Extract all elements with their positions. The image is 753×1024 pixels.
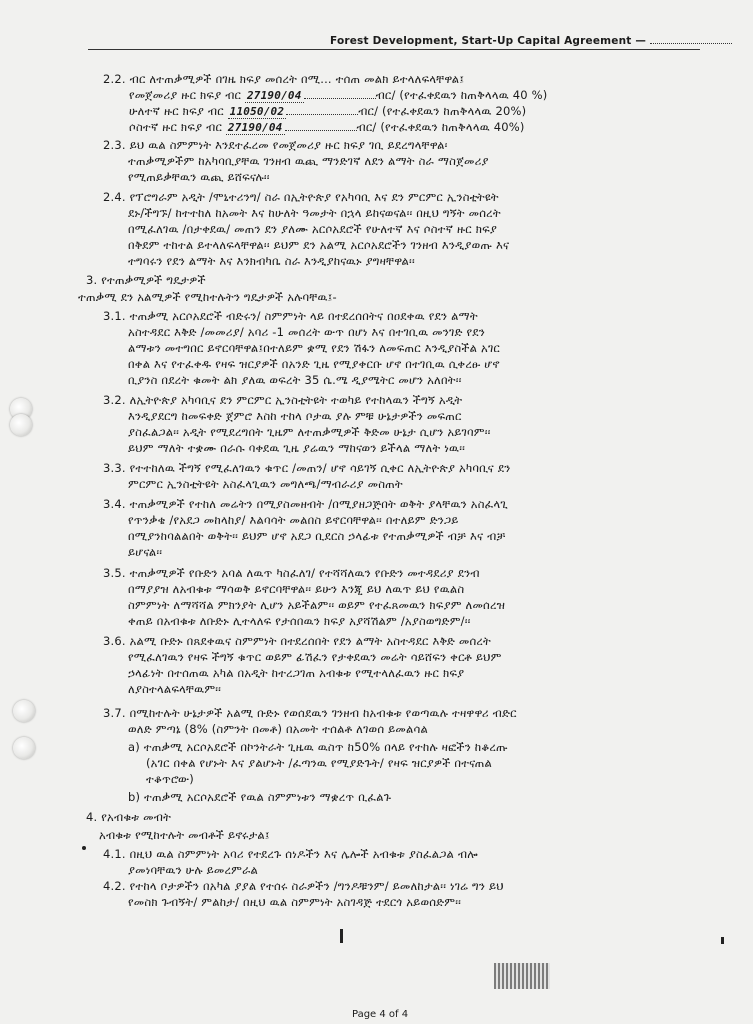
clause-3-5 bbox=[103, 566, 480, 580]
punch-hole bbox=[10, 414, 32, 436]
payment-label: ሁለተኛ ዙር ክፍያ ብር bbox=[129, 104, 224, 118]
clause-text: ምርምር ኢንስቲትዩት አስፈላጊዉን መግለጫ/ማብራሪያ መስጠት bbox=[128, 477, 403, 491]
clause-text: በሚከተሉት ሁኔታዎች አልሚ ቡድኑ የወሰደዉን ገንዘብ ከአብቁቱ የወጣዉሉ ተዛዋዋሪ ብድር bbox=[129, 706, 517, 720]
header-rule bbox=[88, 49, 700, 50]
clause-text: የመስክ ጉብኝት/ ምልከታ/ በዚህ ዉል ስምምነት አስገዳጅ ተደርጎ አይወሰድም፡፡ bbox=[128, 895, 462, 909]
clause-text: ተግባሩን የደን ልማት እና እንክብካቤ ስራ እንዲያከናዉኑ ያግዛቸዋል፡፡ bbox=[128, 254, 415, 268]
clause-text: በቅደም ተከተል ይተላለፍላቸዋል፡፡ ይህም ደን አልሚ አርሶአደሮችን ገንዘብ እንዲያወጡ እና bbox=[128, 238, 510, 252]
clause-text: ብር ለተጠቃሚዎች በገዜ ክፍያ መሰረት በሚ... ተሰጠ መልክ ይተላለፍላቸዋል፤ bbox=[129, 72, 465, 86]
clause-number: 3.2. bbox=[103, 393, 126, 407]
ink-mark bbox=[340, 929, 343, 943]
dotted-fill bbox=[285, 121, 357, 131]
clause-number: 3.1. bbox=[103, 309, 126, 323]
clause-text: የተከላ ቦታዎችን በአካል ያያል የተሰሩ ስራዎችን /ግንዶቹንም/ ይመለከታል፡፡ ነገሬ ግን ይህ bbox=[129, 879, 504, 893]
handwritten-amount: 27190/04 bbox=[246, 89, 302, 102]
payment-tail: ብር/ (የተፈቀደዉን ከጠቅላላዉ 20%) bbox=[358, 104, 527, 118]
clause-text: ወለድ ምጣኔ (8% (ስምንት በመቶ) በአመት ተሰልቶ ለገወሰ ይመልሳል bbox=[128, 722, 428, 736]
payment-line-2 bbox=[129, 104, 526, 119]
clause-2-2 bbox=[103, 72, 464, 86]
stamp-image bbox=[494, 963, 550, 989]
clause-3-7-a bbox=[128, 740, 508, 754]
clause-text: ተጠቃሚ አርሶአደሮች የዉል ስምምነቱን ማቋረጥ ቢፈልጉ bbox=[144, 790, 392, 804]
clause-text: ይህ ዉል ስምምነት እንደተፈረመ የመጀመሪያ ዙር ክፍያ ገቢ ይደረግላቸዋል፡ bbox=[129, 138, 448, 152]
section-title: የአብቁቱ መብት bbox=[101, 810, 172, 824]
clause-text: በቀል እና የተፈቀዱ የዛፍ ዝርያዎች በአንድ ጊዜ የሚያቀርቡ ሆኖ በተገቢዉ ሲቀረፁ ሆኖ bbox=[128, 357, 500, 371]
clause-text: ይሆናል፡፡ bbox=[128, 545, 163, 559]
clause-text: ያመነባቸዉን ሁሉ ይመረምራል bbox=[128, 863, 259, 877]
handwritten-amount: 11050/02 bbox=[229, 105, 285, 118]
dotted-fill bbox=[304, 89, 376, 99]
clause-text: በማያያዝ ለአብቁቱ ማሳወቅ ይኖርባቸዋል፡፡ ይሁን እንጂ ይህ ለዉጥ ይህ የዉልስ bbox=[128, 582, 465, 596]
clause-3-3 bbox=[103, 461, 510, 475]
dotted-fill bbox=[286, 105, 358, 115]
ink-mark bbox=[721, 937, 724, 944]
section-4-heading bbox=[86, 810, 171, 824]
sub-item-letter: a) bbox=[128, 740, 140, 754]
clause-2-4 bbox=[103, 190, 499, 204]
ink-dot bbox=[82, 846, 86, 850]
clause-number: 3.5. bbox=[103, 566, 126, 580]
handwritten-amount: 27190/04 bbox=[227, 121, 283, 134]
clause-text: የጥንቃቄ /የአደጋ መከላከያ/ እልባሳት መልበስ ይኖርባቸዋል፡፡ በተለይም ድንጋይ bbox=[128, 513, 459, 527]
payment-line-1 bbox=[129, 88, 548, 103]
punch-hole bbox=[13, 737, 35, 759]
clause-text: ኃላፊነት በተሰጠዉ አካል በአዲት ከተረጋገጠ አብቁቱ የሚተላለፈዉን ዙር ክፍያ bbox=[128, 666, 465, 680]
clause-text: በሚያንከባልልበት ወቅት፡፡ ይህም ሆኖ አደጋ ቢደርስ ኃላፊቱ የተጠቃሚዎች ብቻ እና ብቻ bbox=[128, 529, 506, 543]
clause-text: የተተከለዉ ችግኝ የሚፈለገዉን ቁጥር /መጠን/ ሆኖ ሳይገኝ ሲቀር ለኢትዮጵያ አካባቢና ደን bbox=[129, 461, 511, 475]
clause-number: 3.3. bbox=[103, 461, 126, 475]
clause-4-2 bbox=[103, 879, 504, 893]
clause-3-1 bbox=[103, 309, 478, 323]
header-title: Forest Development, Start-Up Capital Agreement — bbox=[330, 35, 647, 47]
sub-item-letter: b) bbox=[128, 790, 141, 804]
payment-line-3 bbox=[129, 120, 525, 135]
clause-text: ለኢትዮጵያ አካባቢና ደን ምርምር ኢንስቲትዩት ተወካይ የተከላዉን ችግኝ አዲት bbox=[129, 393, 463, 407]
clause-text: ቢያንስ በደረት ቁመት ልክ ያለዉ ወፍረት 35 ሴ.ሜ ዲያሜትር መሆን አለበት፡፡ bbox=[128, 373, 462, 387]
section-3-heading bbox=[86, 273, 206, 287]
section-number: 4. bbox=[86, 810, 98, 824]
clause-3-6 bbox=[103, 634, 491, 648]
clause-number: 2.3. bbox=[103, 138, 126, 152]
clause-text: የፕሮግራም አዲት /ሞኒተሪንግ/ ስራ በኢትዮጵያ የአካባቢ እና ደን ምርምር ኢንስቲትዩት bbox=[129, 190, 499, 204]
payment-label: የመጀመሪያ ዙር ክፍያ ብር bbox=[129, 88, 242, 102]
clause-3-7 bbox=[103, 706, 517, 720]
clause-text: ልማቱን መተግበር ይኖርባቸዋል፤በተለይም ቋሚ የደን ሽፋን ለመፍጠር እንዲያስችል አገር bbox=[128, 341, 500, 355]
clause-number: 3.6. bbox=[103, 634, 126, 648]
clause-3-2 bbox=[103, 393, 462, 407]
clause-text: (አገር በቀል የሆኑት እና ያልሆኑት /ፈጣንዉ የሚያድጉት/ የዛፍ ዝርያዎች በተናጠል bbox=[146, 756, 492, 770]
clause-text: በሚፈለገዉ /በታቀደዉ/ መጠን ደን ያለሙ አርሶአደሮች የሁለተኛ እና ሶስተኛ ዙር ክፍያ bbox=[128, 222, 498, 236]
clause-3-7-b bbox=[128, 790, 391, 804]
clause-text: የሚፈለገዉን የዛፍ ችግኝ ቁጥር ወይም ፊሽፈን የታቀደዉን መሬት ሳይሸፍን ቀርቶ ይህም bbox=[128, 650, 502, 664]
section-number: 3. bbox=[86, 273, 98, 287]
clause-4-1 bbox=[103, 847, 478, 861]
clause-number: 4.1. bbox=[103, 847, 126, 861]
clause-text: ተጠቃሚ አርሶአደሮች ብድሩን/ ስምምነት ላይ በተደረሰበትና በዐደቀዉ የደን ልማት bbox=[129, 309, 478, 323]
header-dotted-line bbox=[650, 43, 732, 44]
section-title: የተጠቃሚዎች ግዴታዎች bbox=[101, 273, 206, 287]
clause-text: ተቆጥሮው) bbox=[146, 772, 194, 786]
clause-text: ተጠቃሚዎች የተከለ መሬትን በሚያስመዘብት /በሚያዘጋጅበት ወቅት ያላቸዉን አስፈላጊ bbox=[129, 497, 508, 511]
clause-number: 2.2. bbox=[103, 72, 126, 86]
punch-hole bbox=[13, 700, 35, 722]
clause-text: ተጠቃሚ አርሶአደሮች በኮንትራት ጊዜዉ ዉስጥ ከ50% በላይ የተከሉ ዛፎችን ከቆረጡ bbox=[143, 740, 508, 754]
clause-text: ያስፈልጋል፡፡ አዲት የሚደረግበት ጊዜም ለተጠቃሚዎች ቅድመ ሁኔታ ሲሆን አይገባም፡፡ bbox=[128, 425, 491, 439]
clause-number: 2.4. bbox=[103, 190, 126, 204]
clause-text: ስምምነት ለማሻሻል ምክንያት ሊሆን አይችልም፡፡ ወይም የተፈጸመዉን ክፍያም ለመሰረዝ bbox=[128, 598, 506, 612]
page-header bbox=[330, 35, 732, 47]
clause-number: 4.2. bbox=[103, 879, 126, 893]
clause-number: 3.7. bbox=[103, 706, 126, 720]
clause-text: በዚህ ዉል ስምምነት አባሪ የተደረጉ ሰነዶችን እና ሌሎች አብቁቱ ያስፈልጋል ብሎ bbox=[129, 847, 478, 861]
clause-text: ደኑ/ችግኙ/ ከተተከለ ከአመት እና ከሁለት ዓመታት በኋላ ይከናወናል፡፡ በዚህ ግኝት መሰረት bbox=[128, 206, 501, 220]
clause-text: ለያስተላልፍላቸዉም፡፡ bbox=[128, 682, 222, 696]
clause-text: አስተዳደር እቅድ /መመሪያ/ አባሪ -1 መሰረት ውጥ በሆነ እና በተገቢዉ መንገድ የደን bbox=[128, 325, 485, 339]
payment-label: ሶስተኛ ዙር ክፍያ ብር bbox=[129, 120, 223, 134]
clause-2-3 bbox=[103, 138, 448, 152]
section-intro: አብቁቱ የሚከተሉት መብቶች ይኖሩታል፤ bbox=[99, 828, 270, 842]
clause-text: አልሚ ቡድኑ በጸደቀዉና ስምምነት በተደረሰበት የደን ልማት አስተዳደር እቅድ መሰረት bbox=[129, 634, 491, 648]
page-number: Page 4 of 4 bbox=[352, 1009, 409, 1020]
section-intro: ተጠቃሚ ደን አልሚዎች የሚከተሉትን ግዴታዎች አሉባቸዉ፤- bbox=[78, 290, 337, 304]
clause-text: ቀጠይ በአብቁቱ ለቡድኑ ሊተላለፍ የታሰበዉን ክፍያ አያሻሽልም /አያስወግድም/፡፡ bbox=[128, 614, 471, 628]
payment-tail: ብር/ (የተፈቀደዉን ከጠቅላላዉ 40 %) bbox=[375, 88, 548, 102]
clause-text: ይህም ማለት ተቋሙ በራሱ ባቀደዉ ጊዜ ያሬዉን ማከናወን ይችላል ማለት ነዉ፡፡ bbox=[128, 441, 466, 455]
clause-3-4 bbox=[103, 497, 508, 511]
payment-tail: ብር/ (የተፈቀደዉን ከጠቅላላዉ 40%) bbox=[356, 120, 525, 134]
clause-text: የሚጠይቃቸዉን ዉጪ ይሸፍናሉ፡፡ bbox=[128, 170, 270, 184]
clause-number: 3.4. bbox=[103, 497, 126, 511]
clause-text: ተጠቃሚዎች የቡድን አባል ለዉጥ ካስፈለገ/ የተሻሻለዉን የቡድን መተዳደሪያ ደንብ bbox=[129, 566, 480, 580]
clause-text: እንዲያደርግ ከመፍቀድ ጀምሮ እስከ ተከላ ቦታዉ ያሉ ምቹ ሁኔታዎችን መፍጠር bbox=[128, 409, 462, 423]
clause-text: ተጠቃሚዎችም ከአካባቢያቸዉ ገንዘብ ዉጪ ማንድገኛ ለደን ልማት ስራ ማስጀመሪያ bbox=[128, 154, 489, 168]
